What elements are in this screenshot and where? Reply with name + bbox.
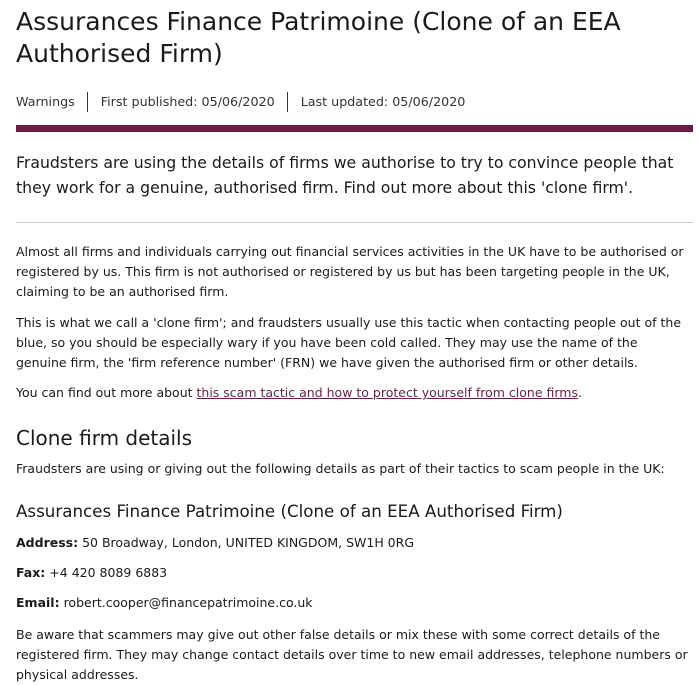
lead-line: they work for a genuine, authorised firm. Find out more about this 'clone firm'. — [16, 178, 634, 197]
clone-firms-guidance-link[interactable]: this scam tactic and how to protect yourself from clone firms — [196, 385, 578, 400]
more-info-end: . — [577, 385, 582, 400]
clone-details-intro: Fraudsters are using or giving out the following details as part of their tactics to scam people in the UK: — [16, 461, 665, 476]
more-info-paragraph — [16, 383, 693, 403]
paragraph-line: claiming to be an authorised firm. — [16, 284, 229, 299]
authorisation-paragraph — [16, 242, 693, 302]
fax-value: +4 420 8089 6883 — [49, 565, 168, 580]
email-value: robert.cooper@financepatrimoine.co.uk — [63, 595, 313, 610]
brand-rule — [16, 125, 693, 132]
more-info-text: You can find out more about — [16, 385, 193, 400]
clone-address — [16, 533, 693, 553]
address-label: Address: — [16, 535, 79, 550]
paragraph-line: registered firm. They may change contact details over time to new email addresses, telephone numbers or — [16, 647, 688, 662]
fax-label: Fax: — [16, 565, 46, 580]
page-title: Assurances Finance Patrimoine (Clone of an EEA Authorised Firm) — [16, 7, 621, 68]
paragraph-line: physical addresses. — [16, 667, 139, 682]
content-type-label: Warnings — [16, 94, 75, 109]
first-published-label: First published: — [100, 94, 198, 109]
first-published-date: 05/06/2020 — [201, 94, 275, 109]
paragraph-line: This is what we call a 'clone firm'; and fraudsters usually use this tactic when contacting people out of the — [16, 315, 682, 330]
first-published — [87, 92, 287, 112]
paragraph-line: Almost all firms and individuals carrying out financial services activities in the UK have to be authorised or — [16, 244, 684, 259]
clone-firm-explanation-paragraph — [16, 313, 693, 373]
clone-email — [16, 593, 693, 613]
paragraph-line: blue, so you should be especially wary if you have been cold called. They may use the name of the — [16, 335, 638, 350]
paragraph-line: registered by us. This firm is not authorised or registered by us but has been targeting people in the UK, — [16, 264, 670, 279]
clone-firm-details-heading: Clone firm details — [16, 426, 193, 450]
paragraph-line: Be aware that scammers may give out other false details or mix these with some correct details of the — [16, 627, 660, 642]
last-updated — [287, 92, 478, 112]
page-meta — [16, 92, 693, 112]
last-updated-label: Last updated: — [300, 94, 389, 109]
lead-line: Fraudsters are using the details of firms we authorise to try to convince people that — [16, 153, 674, 172]
section-divider — [16, 222, 693, 223]
clone-firm-name: Assurances Finance Patrimoine (Clone of an EEA Authorised Firm) — [16, 501, 563, 521]
email-label: Email: — [16, 595, 60, 610]
caution-paragraph — [16, 625, 693, 685]
clone-fax — [16, 563, 693, 583]
last-updated-date: 05/06/2020 — [392, 94, 466, 109]
lead-paragraph — [16, 150, 693, 200]
paragraph-line: genuine firm, the 'firm reference number' (FRN) we have given the authorised firm or other details. — [16, 355, 638, 370]
address-value: 50 Broadway, London, UNITED KINGDOM, SW1H 0RG — [82, 535, 415, 550]
